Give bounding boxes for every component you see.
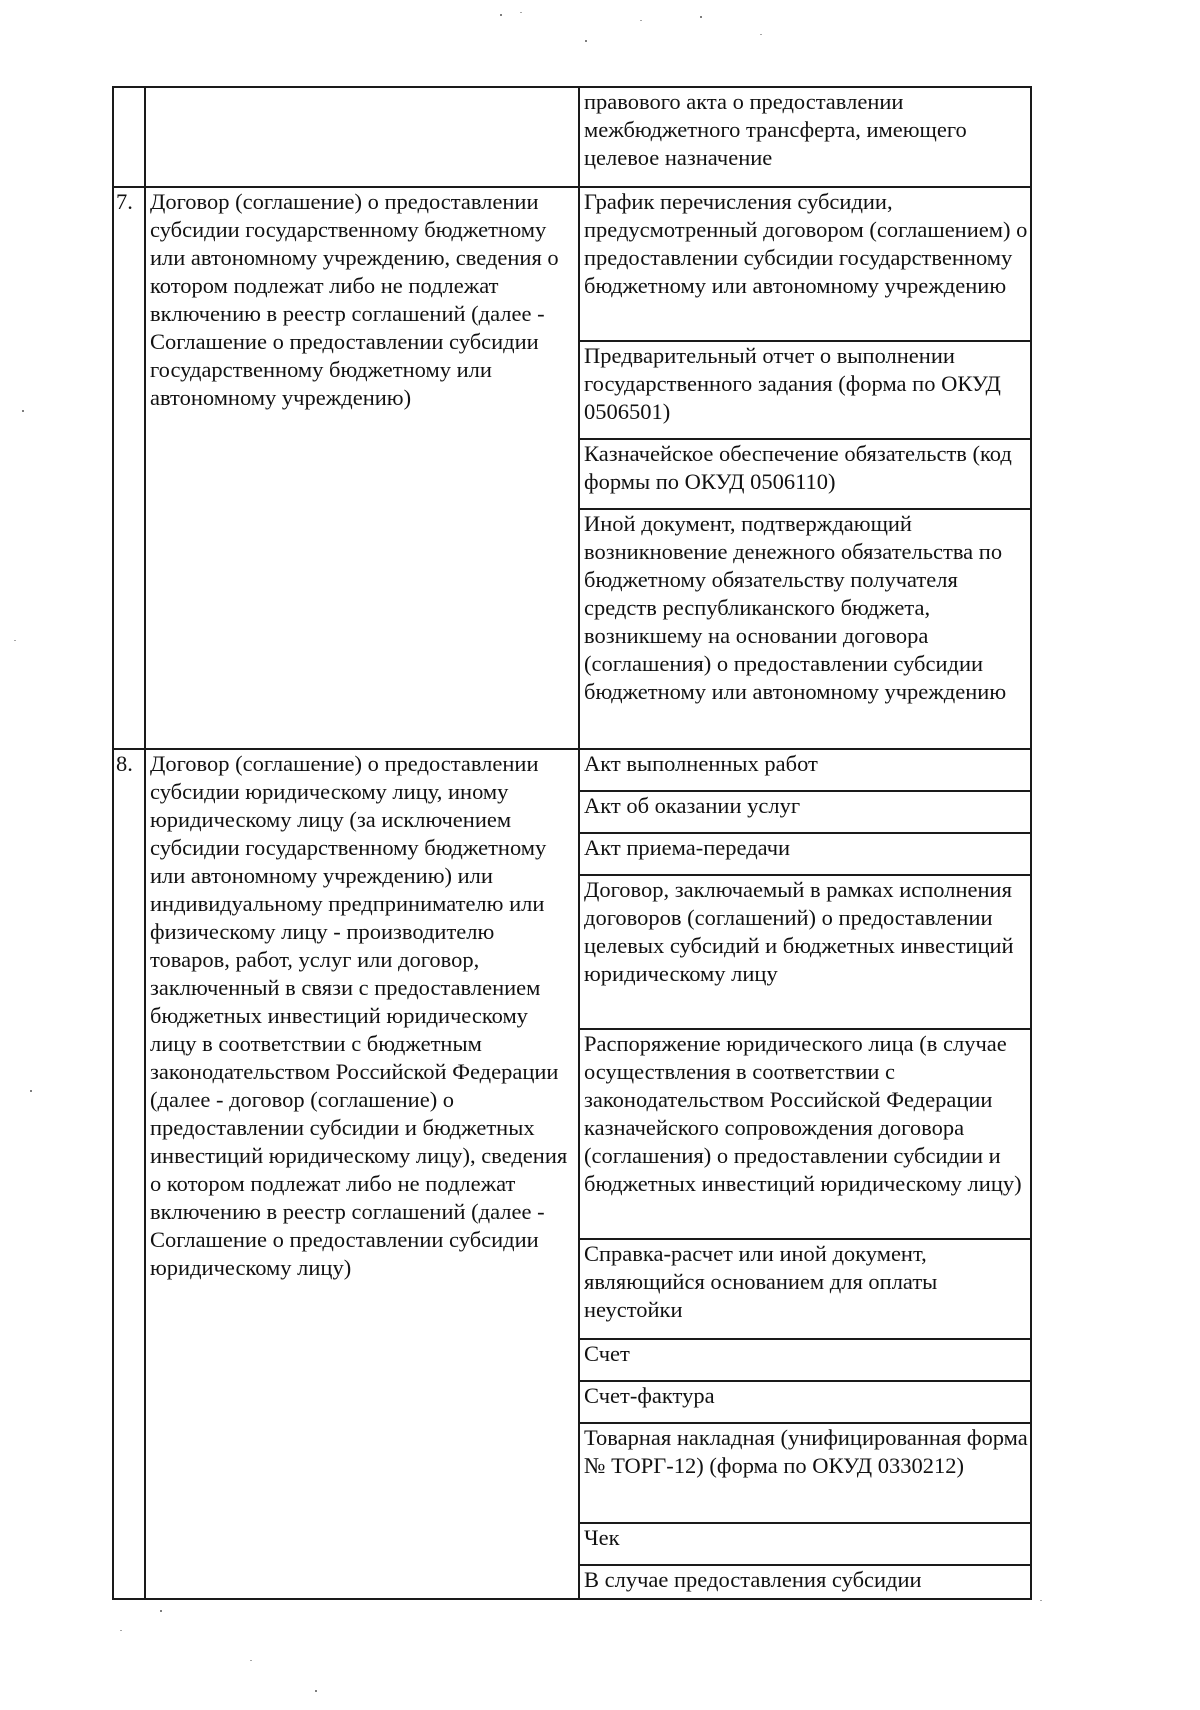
- row-number: [113, 87, 145, 187]
- subdocument-cell: Справка-расчет или иной документ, являющийся основанием для оплаты неустойки: [579, 1239, 1031, 1339]
- subdocument-cell: Распоряжение юридического лица (в случае осуществления в соответствии с законодательством Российской Федерации казначейского сопровождения договора (соглашения) о предоставлении субсидии и бюджетных инвестиций юридическому лицу): [579, 1029, 1031, 1239]
- subdocument-cell: Товарная накладная (унифицированная форма № ТОРГ-12) (форма по ОКУД 0330212): [579, 1423, 1031, 1523]
- subdocument-cell: Счет-фактура: [579, 1381, 1031, 1423]
- row-number: 8.: [113, 749, 145, 1599]
- subdocument-cell: Казначейское обеспечение обязательств (код формы по ОКУД 0506110): [579, 439, 1031, 509]
- table-row: [113, 87, 1031, 187]
- subdocument-cell: Счет: [579, 1339, 1031, 1381]
- document-cell: [145, 87, 579, 187]
- subdocument-cell: правового акта о предоставлении межбюджетного трансферта, имеющего целевое назначение: [579, 87, 1031, 187]
- subdocument-cell: Акт выполненных работ: [579, 749, 1031, 791]
- subdocument-cell: Чек: [579, 1523, 1031, 1565]
- documents-table: [112, 86, 1032, 1600]
- subdocument-cell: В случае предоставления субсидии: [579, 1565, 1031, 1599]
- subdocument-cell: Договор, заключаемый в рамках исполнения договоров (соглашений) о предоставлении целевых субсидий и бюджетных инвестиций юридическому лицу: [579, 875, 1031, 1029]
- document-cell: Договор (соглашение) о предоставлении субсидии государственному бюджетному или автономному учреждению, сведения о котором подлежат либо не подлежат включению в реестр соглашений (далее - Соглашение о предоставлении субсидии государственному бюджетному или автономному учреждению): [145, 187, 579, 749]
- subdocument-cell: График перечисления субсидии, предусмотренный договором (соглашением) о предоставлении субсидии государственному бюджетному или автономному учреждению: [579, 187, 1031, 341]
- document-cell: Договор (соглашение) о предоставлении субсидии юридическому лицу, иному юридическому лицу (за исключением субсидии государственному бюджетному или автономному учреждению) или индивидуальному предпринимателю или физическому лицу - производителю товаров, работ, услуг или договор, заключенный в связи с предоставлением бюджетных инвестиций юридическому лицу в соответствии с бюджетным законодательством Российской Федерации (далее - договор (соглашение) о предоставлении субсидии и бюджетных инвестиций юридическому лицу), сведения о котором подлежат либо не подлежат включению в реестр соглашений (далее - Соглашение о предоставлении субсидии юридическому лицу): [145, 749, 579, 1599]
- subdocument-cell: Иной документ, подтверждающий возникновение денежного обязательства по бюджетному обязательству получателя средств республиканского бюджета, возникшему на основании договора (соглашения) о предоставлении субсидии бюджетному или автономному учреждению: [579, 509, 1031, 749]
- subdocument-cell: Предварительный отчет о выполнении государственного задания (форма по ОКУД 0506501): [579, 341, 1031, 439]
- subdocument-cell: Акт об оказании услуг: [579, 791, 1031, 833]
- table-row: [113, 187, 1031, 341]
- table-row: [113, 749, 1031, 791]
- row-number: 7.: [113, 187, 145, 749]
- subdocument-cell: Акт приема-передачи: [579, 833, 1031, 875]
